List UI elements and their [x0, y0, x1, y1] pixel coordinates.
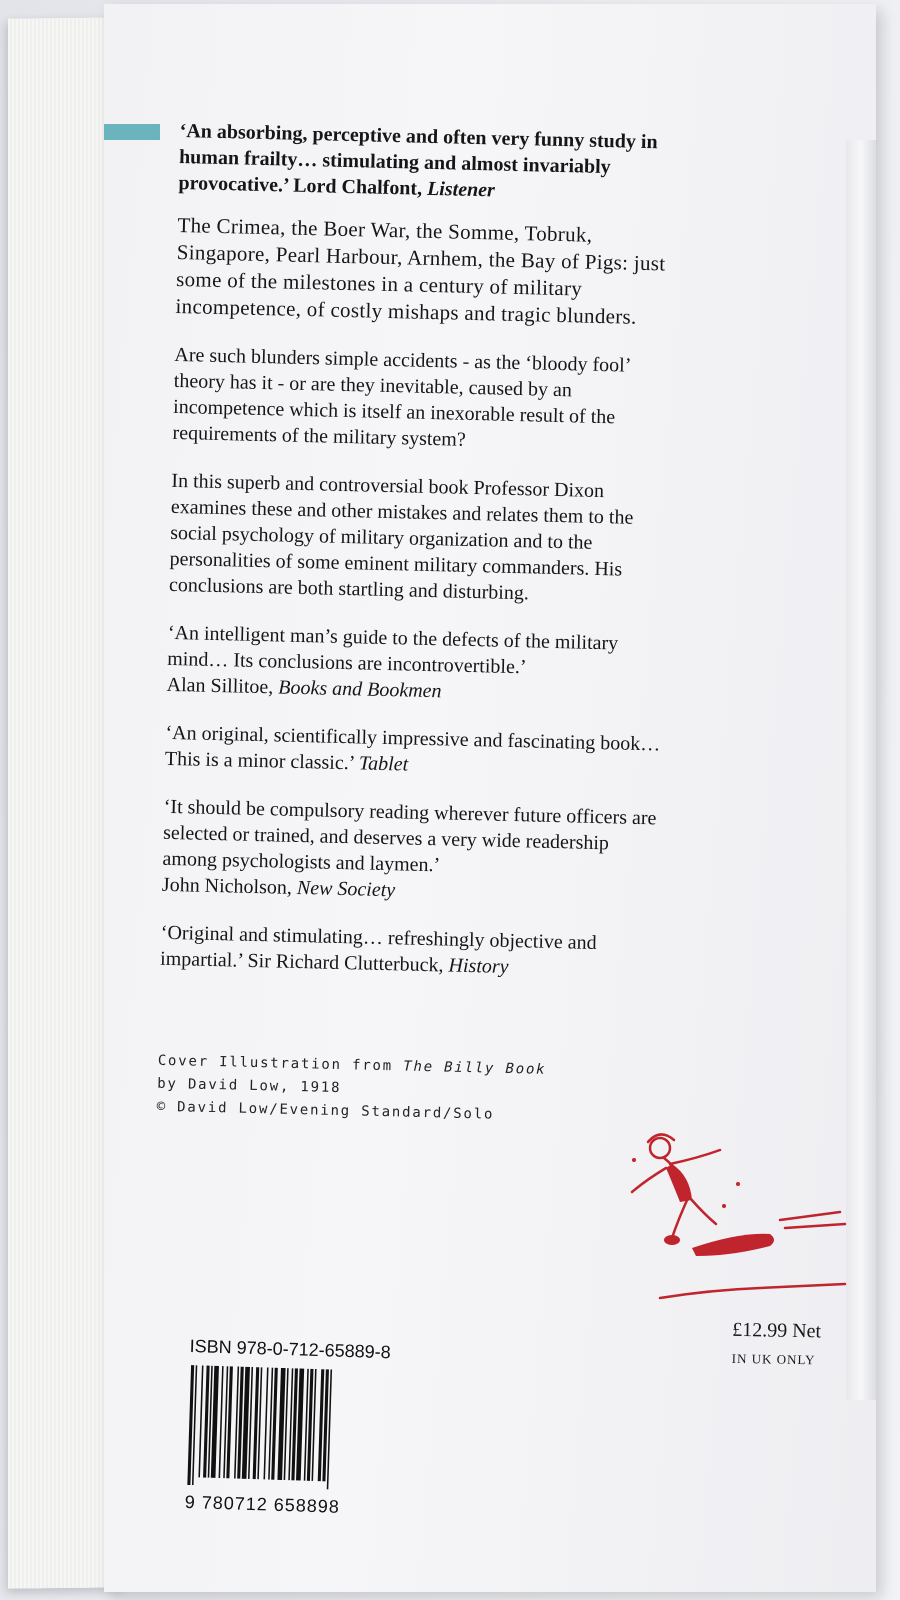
barcode-bar	[263, 1367, 268, 1479]
review-author: John Nicholson,	[161, 873, 293, 899]
speed-line	[780, 1212, 840, 1220]
figure-head	[650, 1138, 670, 1158]
lead-quote-source: Listener	[426, 177, 496, 202]
dust-dot	[736, 1182, 740, 1186]
review-quote: ‘It should be compulsory reading wherever future officers are selected or trained, and deserves a very wide readership among psychologists and laymen.’	[162, 795, 657, 877]
barcode-bar	[198, 1365, 203, 1477]
barcode-bar	[219, 1366, 224, 1478]
credits-prefix: Cover Illustration from	[157, 1052, 394, 1075]
price: £12.99 Net	[732, 1318, 822, 1343]
cover-text-block	[156, 118, 679, 1131]
cover-credits	[156, 1050, 657, 1131]
ground-line	[660, 1284, 845, 1298]
dust-dot	[632, 1158, 636, 1162]
review-author: Sir Richard Clutterbuck,	[247, 949, 444, 977]
figure-leg-front	[672, 1198, 688, 1238]
dust-dot	[722, 1204, 726, 1208]
isbn-block	[184, 1336, 419, 1520]
review-4	[160, 920, 661, 984]
price-block	[732, 1317, 863, 1369]
lead-quote-author: Lord Chalfont,	[292, 174, 423, 200]
projectile	[692, 1234, 774, 1256]
figure-arm-back	[632, 1168, 666, 1192]
review-source: History	[448, 954, 509, 978]
review-quote: ‘An original, scientifically impressive and fascinating book… This is a minor classic.’	[164, 721, 661, 775]
credits-title: The Billy Book	[403, 1058, 547, 1078]
credits-line-2: by David Low, 1918	[157, 1075, 342, 1097]
question-paragraph: Are such blunders simple accidents - as the ‘bloody fool’ theory has it - or are they inevitable, caused by an incompetence which is itself an inexorable result of the requirements of the military system?	[172, 343, 631, 451]
isbn-text: ISBN 978-0-712-65889-8	[189, 1336, 392, 1363]
summary-paragraph: In this superb and controversial book Professor Dixon examines these and other mistakes and relates them to the social psychology of military organization and to the personalities of some eminent military commanders. His conclusions are both startling and disturbing.	[168, 469, 634, 605]
review-quote: ‘An intelligent man’s guide to the defects of the military mind… Its conclusions are incontrovertible.’	[166, 621, 619, 679]
review-source: Books and Bookmen	[278, 676, 442, 703]
figure-arm-front	[670, 1150, 720, 1164]
figure-torso-fill	[666, 1164, 692, 1202]
accent-bar	[104, 124, 160, 140]
review-2	[165, 720, 666, 784]
speed-line	[785, 1224, 845, 1228]
review-3	[162, 794, 664, 910]
credits-line-3: © David Low/Evening Standard/Solo	[156, 1098, 495, 1123]
region-label: IN UK ONLY	[731, 1350, 816, 1368]
review-source: New Society	[296, 876, 396, 902]
review-author: Alan Sillitoe,	[166, 673, 274, 699]
review-quote: ‘Original and stimulating… refreshingly objective and impartial.’	[159, 921, 597, 972]
figure-boot	[664, 1235, 680, 1245]
cover-right-edge	[846, 140, 876, 1400]
cartoon-illustration	[620, 1120, 850, 1320]
review-source: Tablet	[358, 752, 409, 776]
lead-quote-text: ‘An absorbing, perceptive and often very funny study in human frailty… stimulating and almost invariably provocative.’	[178, 119, 658, 197]
barcode	[185, 1365, 394, 1491]
lead-quote	[178, 118, 680, 208]
figure-leg-back	[690, 1198, 716, 1224]
barcode-digits: 9 780712 658898	[184, 1491, 341, 1517]
review-1	[166, 620, 668, 710]
intro-paragraph: The Crimea, the Boer War, the Somme, Tobruk, Singapore, Pearl Harbour, Arnhem, the Bay of Pigs: just some of the milestones in a century of military incompetence, of costly mishaps and tragic blunders.	[175, 212, 666, 329]
